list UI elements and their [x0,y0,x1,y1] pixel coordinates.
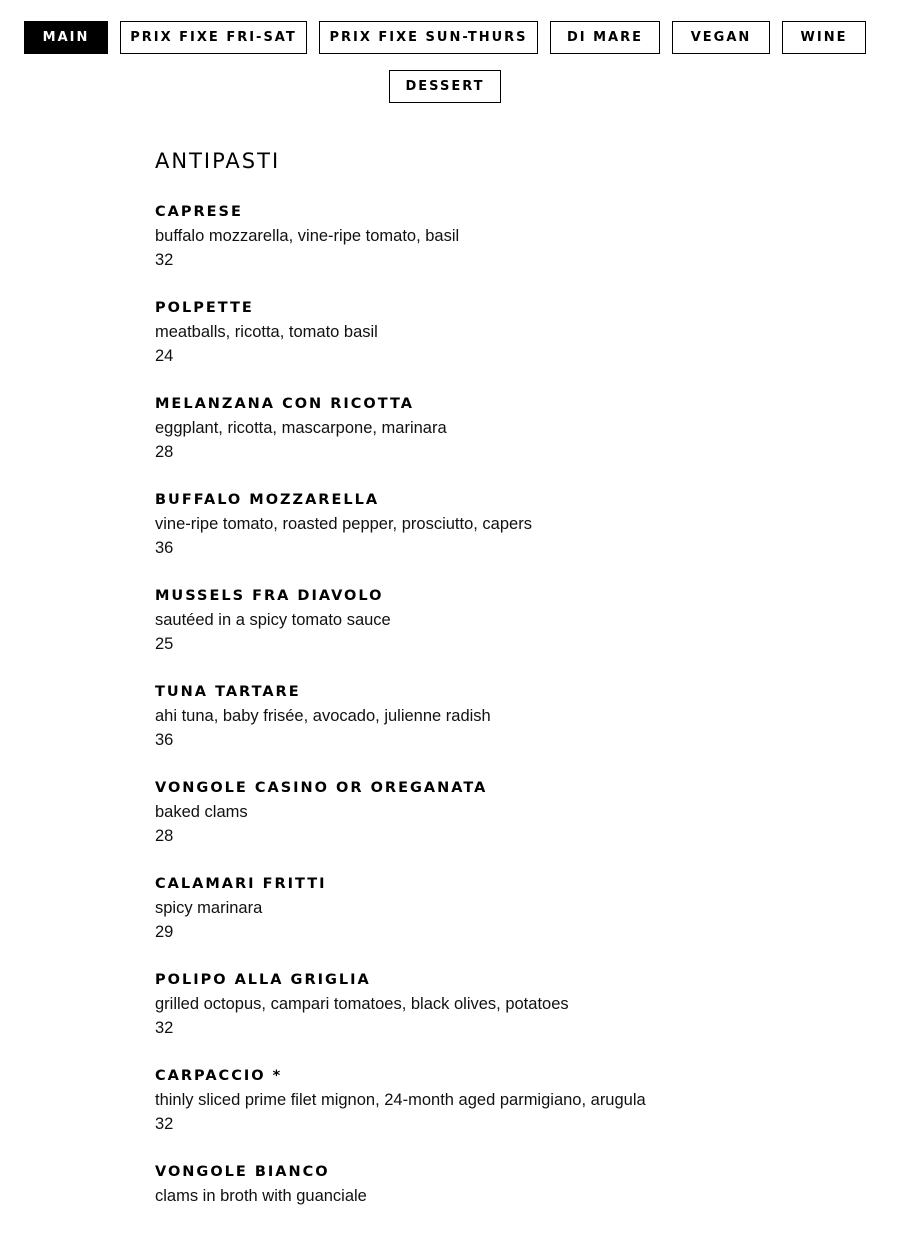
item-description: spicy marinara [155,899,263,917]
section-title: ANTIPASTI [155,149,281,173]
tab-di-mare[interactable]: DI MARE [550,21,660,54]
menu-item [155,296,855,392]
item-description: thinly sliced prime filet mignon, 24-month aged parmigiano, arugula [155,1091,646,1109]
menu-items [155,200,855,1256]
menu-item [155,200,855,296]
item-price: 36 [155,731,174,749]
item-description: vine-ripe tomato, roasted pepper, prosciutto, capers [155,515,532,533]
item-description: grilled octopus, campari tomatoes, black olives, potatoes [155,995,569,1013]
tab-dessert[interactable]: DESSERT [389,70,501,103]
item-description: sautéed in a spicy tomato sauce [155,611,391,629]
item-name: TUNA TARTARE [155,684,301,700]
item-name: BUFFALO MOZZARELLA [155,492,380,508]
item-price: 29 [155,923,174,941]
item-name: VONGOLE BIANCO [155,1164,330,1180]
tab-prix-fixe-sun-thurs[interactable]: PRIX FIXE SUN-THURS [319,21,538,54]
item-price: 24 [155,347,174,365]
item-description: baked clams [155,803,248,821]
tab-prix-fixe-fri-sat[interactable]: PRIX FIXE FRI-SAT [120,21,307,54]
item-price: 28 [155,443,174,461]
menu-item [155,584,855,680]
item-name: CARPACCIO * [155,1068,283,1084]
item-price: 32 [155,1115,174,1133]
item-name: VONGOLE CASINO OR OREGANATA [155,780,488,796]
item-name: MELANZANA CON RICOTTA [155,396,414,412]
item-price: 25 [155,635,174,653]
tab-main[interactable]: MAIN [24,21,108,54]
item-description: ahi tuna, baby frisée, avocado, julienne radish [155,707,491,725]
menu-item [155,872,855,968]
menu-item [155,392,855,488]
item-price: 32 [155,1019,174,1037]
item-name: POLPETTE [155,300,254,316]
item-price: 36 [155,539,174,557]
menu-item [155,488,855,584]
tab-wine[interactable]: WINE [782,21,866,54]
menu-section [155,146,855,1256]
item-price: 28 [155,827,174,845]
item-description: eggplant, ricotta, mascarpone, marinara [155,419,447,437]
menu-item [155,776,855,872]
item-description: clams in broth with guanciale [155,1187,367,1205]
menu-item [155,1064,855,1160]
menu-item [155,968,855,1064]
item-name: POLIPO ALLA GRIGLIA [155,972,371,988]
menu-item [155,680,855,776]
item-name: MUSSELS FRA DIAVOLO [155,588,384,604]
menu-item [155,1160,855,1256]
item-price: 32 [155,251,174,269]
item-description: meatballs, ricotta, tomato basil [155,323,378,341]
item-name: CALAMARI FRITTI [155,876,327,892]
item-description: buffalo mozzarella, vine-ripe tomato, basil [155,227,460,245]
item-name: CAPRESE [155,204,243,220]
tab-vegan[interactable]: VEGAN [672,21,770,54]
